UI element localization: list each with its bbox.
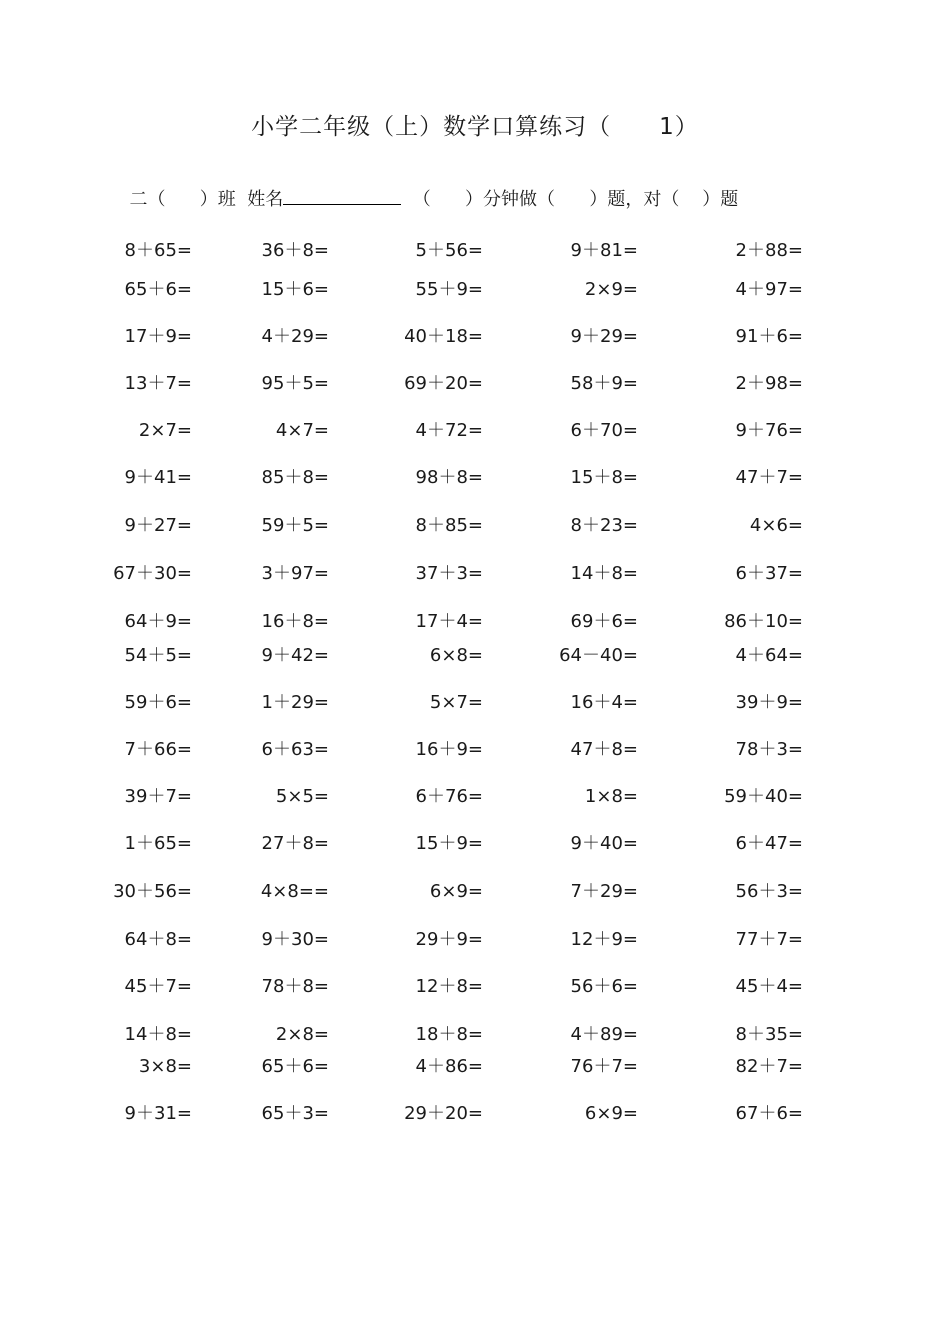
problem-item: 59＋5= (261, 515, 329, 536)
problem-item: 2＋88= (735, 240, 803, 261)
problem-item: 9＋41= (124, 467, 192, 488)
problem-item: 59＋6= (124, 692, 192, 713)
problem-item: 29＋20= (404, 1103, 483, 1124)
problem-item: 9＋27= (124, 515, 192, 536)
problem-item: 9＋76= (735, 420, 803, 441)
problem-item: 9＋40= (570, 833, 638, 854)
problem-item: 16＋4= (570, 692, 638, 713)
problem-item: 2×8= (275, 1024, 329, 1045)
problem-item: 39＋9= (735, 692, 803, 713)
problem-item: 6＋37= (735, 563, 803, 584)
problem-item: 6×8= (429, 645, 483, 666)
problem-item: 2×7= (138, 420, 192, 441)
problem-item: 39＋7= (124, 786, 192, 807)
problem-item: 47＋8= (570, 739, 638, 760)
problem-item: 16＋8= (261, 611, 329, 632)
problem-item: 4×6= (749, 515, 803, 536)
class-name-label: 二（ ）班 姓名 (129, 189, 284, 210)
problem-item: 18＋8= (415, 1024, 483, 1045)
problem-item: 65＋3= (261, 1103, 329, 1124)
problem-item: 27＋8= (261, 833, 329, 854)
problem-item: 9＋30= (261, 929, 329, 950)
problem-item: 37＋3= (415, 563, 483, 584)
problem-item: 16＋9= (415, 739, 483, 760)
problem-item: 1×8= (584, 786, 638, 807)
problem-item: 3×8= (138, 1056, 192, 1077)
problem-item: 5×5= (275, 786, 329, 807)
problem-item: 6＋70= (570, 420, 638, 441)
problem-item: 1＋65= (124, 833, 192, 854)
problem-item: 8＋85= (415, 515, 483, 536)
time-score-label: （ ）分钟做（ ）题，对（ ）题 (412, 189, 739, 210)
problem-item: 67＋30= (113, 563, 192, 584)
problem-item: 6×9= (584, 1103, 638, 1124)
problem-item: 98＋8= (415, 467, 483, 488)
problem-item: 56＋6= (570, 976, 638, 997)
problem-item: 17＋4= (415, 611, 483, 632)
problem-item: 4＋97= (735, 279, 803, 300)
problem-item: 12＋9= (570, 929, 638, 950)
problem-item: 15＋8= (570, 467, 638, 488)
problem-item: 5×7= (429, 692, 483, 713)
problem-item: 9＋29= (570, 326, 638, 347)
problem-item: 14＋8= (570, 563, 638, 584)
problem-item: 56＋3= (735, 881, 803, 902)
problem-item: 82＋7= (735, 1056, 803, 1077)
problem-item: 65＋6= (261, 1056, 329, 1077)
problem-item: 4＋86= (415, 1056, 483, 1077)
problem-item: 64－40= (559, 645, 638, 666)
title-number: 1） (659, 114, 699, 140)
title-text: 小学二年级（上）数学口算练习（ (251, 114, 612, 140)
problem-item: 12＋8= (415, 976, 483, 997)
problem-item: 3＋97= (261, 563, 329, 584)
problem-item: 9＋42= (261, 645, 329, 666)
student-info-line (118, 164, 738, 211)
problem-item: 30＋56= (113, 881, 192, 902)
problem-item: 15＋6= (261, 279, 329, 300)
problem-item: 4×8== (260, 881, 329, 902)
problem-item: 55＋9= (415, 279, 483, 300)
problem-item: 4×7= (275, 420, 329, 441)
problem-item: 15＋9= (415, 833, 483, 854)
problem-item: 6×9= (429, 881, 483, 902)
problem-item: 7＋66= (124, 739, 192, 760)
problem-item: 8＋23= (570, 515, 638, 536)
problem-item: 64＋9= (124, 611, 192, 632)
problem-item: 29＋9= (415, 929, 483, 950)
problem-item: 77＋7= (735, 929, 803, 950)
problem-item: 45＋4= (735, 976, 803, 997)
problem-item: 14＋8= (124, 1024, 192, 1045)
problem-item: 4＋89= (570, 1024, 638, 1045)
problem-item: 95＋5= (261, 373, 329, 394)
problem-item: 67＋6= (735, 1103, 803, 1124)
problem-item: 69＋20= (404, 373, 483, 394)
problem-item: 69＋6= (570, 611, 638, 632)
problem-item: 76＋7= (570, 1056, 638, 1077)
problem-item: 36＋8= (261, 240, 329, 261)
problem-item: 9＋81= (570, 240, 638, 261)
problem-item: 64＋8= (124, 929, 192, 950)
problem-item: 78＋8= (261, 976, 329, 997)
problem-item: 5＋56= (415, 240, 483, 261)
problem-item: 47＋7= (735, 467, 803, 488)
problem-item: 91＋6= (735, 326, 803, 347)
name-blank[interactable] (283, 186, 401, 205)
problem-item: 86＋10= (724, 611, 803, 632)
problem-item: 78＋3= (735, 739, 803, 760)
problem-item: 13＋7= (124, 373, 192, 394)
page-title (0, 108, 950, 141)
problem-item: 9＋31= (124, 1103, 192, 1124)
problem-item: 4＋72= (415, 420, 483, 441)
problem-item: 6＋63= (261, 739, 329, 760)
problem-item: 45＋7= (124, 976, 192, 997)
problem-item: 58＋9= (570, 373, 638, 394)
problem-item: 85＋8= (261, 467, 329, 488)
problem-item: 2×9= (584, 279, 638, 300)
problem-item: 4＋64= (735, 645, 803, 666)
problem-item: 6＋47= (735, 833, 803, 854)
problem-item: 7＋29= (570, 881, 638, 902)
problem-item: 6＋76= (415, 786, 483, 807)
problem-item: 65＋6= (124, 279, 192, 300)
problem-item: 4＋29= (261, 326, 329, 347)
problem-item: 1＋29= (261, 692, 329, 713)
problem-item: 8＋35= (735, 1024, 803, 1045)
problem-item: 17＋9= (124, 326, 192, 347)
problem-item: 40＋18= (404, 326, 483, 347)
problem-item: 8＋65= (124, 240, 192, 261)
problem-item: 2＋98= (735, 373, 803, 394)
problem-item: 59＋40= (724, 786, 803, 807)
problem-item: 54＋5= (124, 645, 192, 666)
